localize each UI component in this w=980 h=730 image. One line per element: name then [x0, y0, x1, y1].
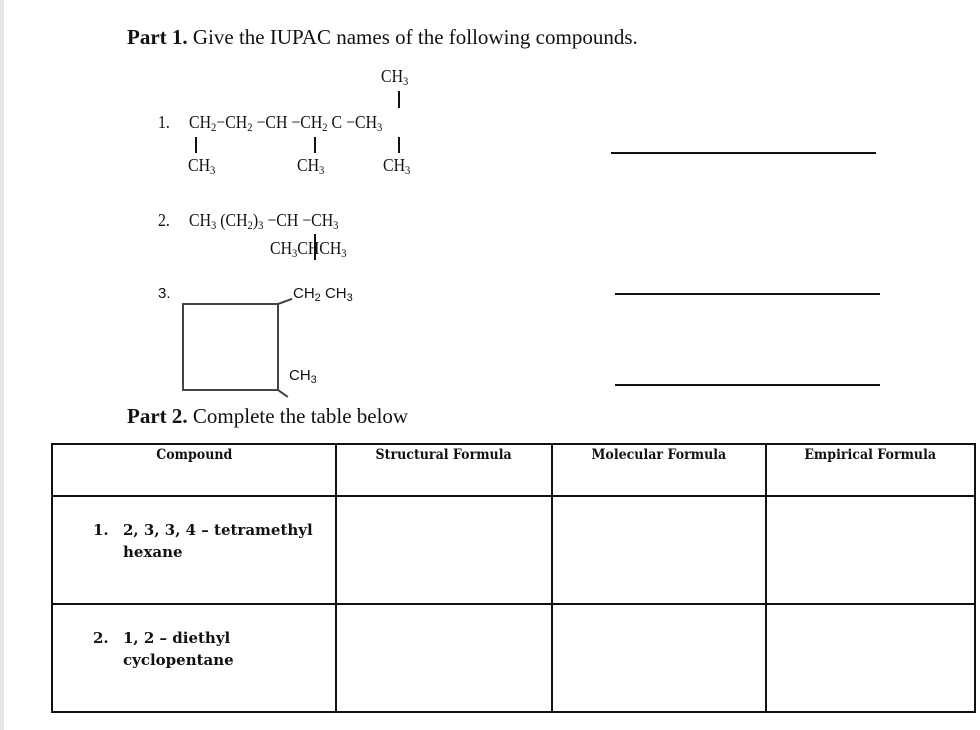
part2-instruction: Complete the table below	[192, 404, 409, 428]
compound-1-top-substituent: $CH_3$	[381, 66, 409, 88]
bond	[314, 137, 316, 153]
part1-label: Part 1.	[127, 25, 188, 49]
compound-1-substituent: $CH_3$	[188, 155, 216, 177]
compound-3-number: 3.	[158, 285, 171, 302]
compound-name: 1, 2 – diethyl cyclopentane	[123, 629, 234, 669]
cyclobutane-ring	[182, 303, 279, 391]
table-header-row	[52, 444, 975, 496]
compound-2-line1: $CH_3$ $(CH_2)_3 -CH -CH_3$	[189, 210, 339, 232]
row-number: 2.	[93, 629, 109, 647]
compound-3-methyl: $CH_3$	[289, 367, 317, 386]
compound-2-line2: $CH_3CHCH_3$	[270, 238, 347, 260]
structural-formula-cell[interactable]	[336, 496, 552, 604]
bond	[278, 298, 293, 305]
molecular-formula-cell[interactable]	[552, 604, 766, 712]
header-structural-formula: Structural Formula	[336, 444, 552, 496]
compound-1-main-chain: $CH_2-CH_2 -CH -CH_2$ $C -CH_3$	[189, 112, 383, 134]
bond	[277, 389, 288, 398]
compound-3-answer-line[interactable]	[615, 384, 880, 386]
formula-table	[51, 443, 976, 713]
compound-name: 2, 3, 3, 4 – tetramethyl hexane	[123, 521, 313, 561]
compound-cell	[52, 496, 336, 604]
part2-heading	[127, 404, 408, 429]
compound-2-answer-line[interactable]	[615, 293, 880, 295]
compound-2-number: 2.	[158, 210, 170, 230]
part1-heading	[127, 25, 638, 50]
empirical-formula-cell[interactable]	[766, 604, 975, 712]
part1-instruction: Give the IUPAC names of the following compounds.	[192, 25, 638, 49]
compound-1-number: 1.	[158, 112, 170, 132]
compound-cell	[52, 604, 336, 712]
table-row	[52, 496, 975, 604]
compound-1-answer-line[interactable]	[611, 152, 876, 154]
compound-3-ethyl: $CH_2$ $CH_3$	[293, 285, 353, 304]
page-edge	[0, 0, 4, 730]
header-compound: Compound	[52, 444, 336, 496]
bond	[195, 137, 197, 153]
structural-formula-cell[interactable]	[336, 604, 552, 712]
bond	[398, 137, 400, 153]
empirical-formula-cell[interactable]	[766, 496, 975, 604]
compound-1-substituent: $CH_3$	[383, 155, 411, 177]
table-row	[52, 604, 975, 712]
molecular-formula-cell[interactable]	[552, 496, 766, 604]
row-number: 1.	[93, 521, 109, 539]
header-empirical-formula: Empirical Formula	[766, 444, 975, 496]
bond	[398, 91, 400, 108]
compound-1-substituent: $CH_3$	[297, 155, 325, 177]
header-molecular-formula: Molecular Formula	[552, 444, 766, 496]
part2-label: Part 2.	[127, 404, 188, 428]
